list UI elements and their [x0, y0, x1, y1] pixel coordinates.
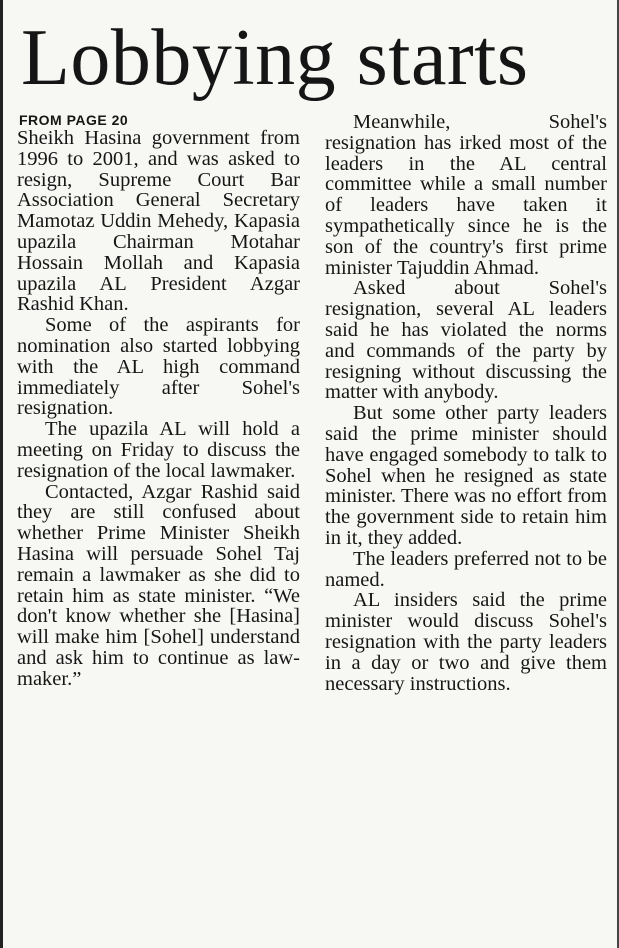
paragraph: Some of the aspirants for nomination also started lobbying with the AL high command immediately after Sohel's resignation.: [17, 314, 300, 420]
paragraph: Meanwhile, Sohel's resignation has irked most of the leaders in the AL central committee while a small number of leaders have taken it sympathetically since he is the son of the country's first prime minister Tajuddin Ahmad.: [325, 111, 607, 279]
article-column-left: [17, 112, 300, 690]
paragraph: The upazila AL will hold a meeting on Friday to discuss the resignation of the local lawmaker.: [17, 418, 300, 482]
paragraph: Sheikh Hasina government from 1996 to 2001, and was asked to resign, Supreme Court Bar Association General Secretary Mamotaz Uddin Mehedy, Kapasia upazila Chairman Motahar Hossain Mollah and Kapasia upazila AL President Azgar Rashid Khan.: [17, 127, 300, 316]
article-column-right: [325, 112, 607, 694]
paragraph: Asked about Sohel's resignation, several AL leaders said he has violated the norms and commands of the party by resigning without discussing the matter with anybody.: [325, 277, 607, 404]
paragraph: The leaders preferred not to be named.: [325, 547, 607, 591]
paragraph: But some other party leaders said the prime minister should have engaged somebody to talk to Sohel when he resigned as state minister. There was no effort from the government side to retain him in it, they added.: [325, 402, 607, 549]
paragraph: AL insiders said the prime minister would discuss Sohel's resignation with the party leaders in a day or two and give them necessary instructions.: [325, 589, 607, 695]
headline: Lobbying starts: [21, 14, 529, 102]
paragraph: Contacted, Azgar Rashid said they are still confused about whether Prime Minister Sheikh Hasina will persuade Sohel Taj remain a lawmaker as she did to retain him as state minister. “We don't know whether she [Hasina] will make him [Sohel] understand and ask him to continue as law-maker.”: [17, 480, 300, 690]
jump-label: FROM PAGE 20: [19, 112, 129, 128]
